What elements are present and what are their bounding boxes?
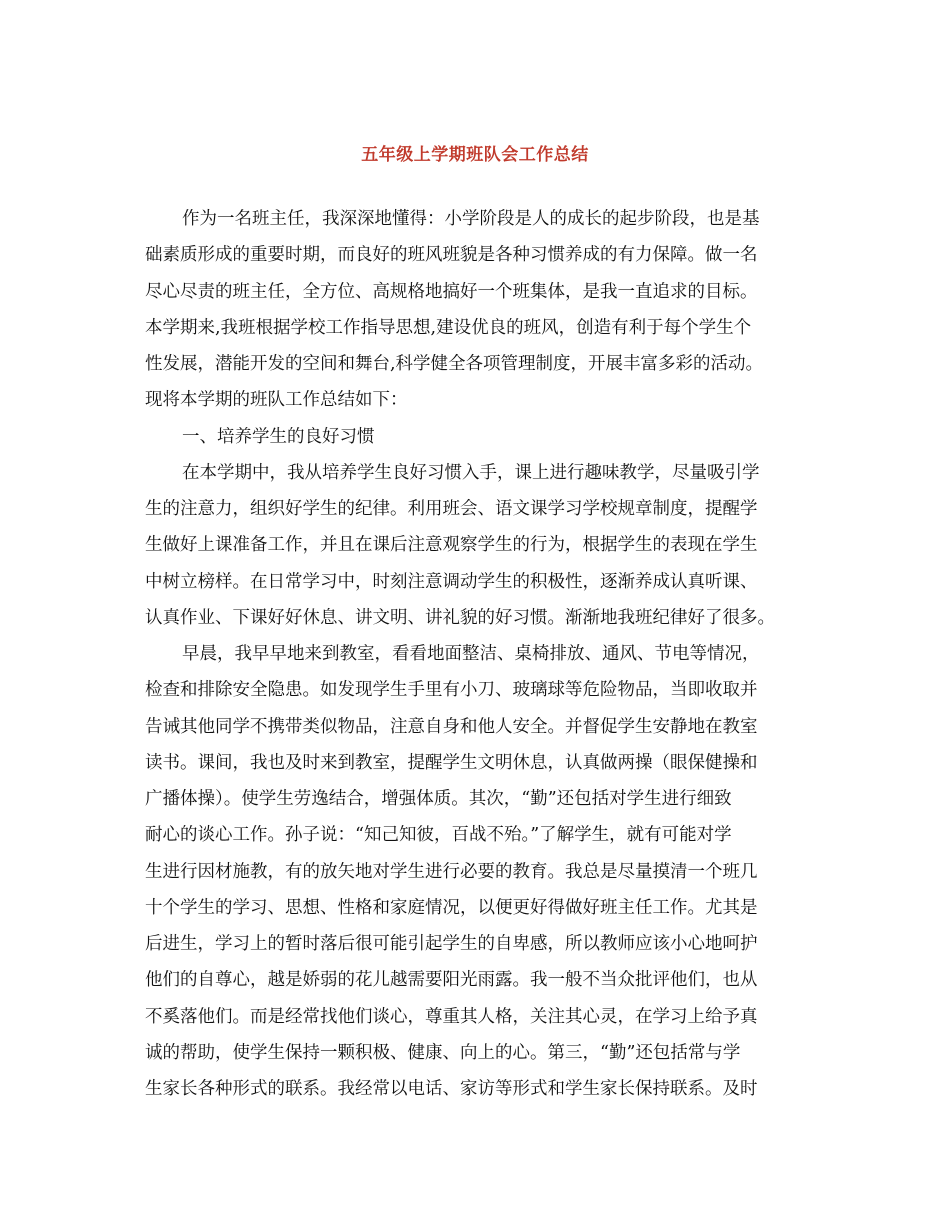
body-text-line: 生进行因材施教，有的放矢地对学生进行必要的教育。我总是尽量摸清一个班几 bbox=[145, 861, 758, 882]
body-text-line: 告诫其他同学不携带类似物品，注意自身和他人安全。并督促学生安静地在教室 bbox=[145, 716, 758, 737]
body-text-line: 本学期来,我班根据学校工作指导思想,建设优良的班风，创造有利于每个学生个 bbox=[145, 317, 752, 338]
body-text-line: 认真作业、下课好好休息、讲文明、讲礼貌的好习惯。渐渐地我班纪律好了很多。 bbox=[145, 607, 775, 628]
body-text-line: 尽心尽责的班主任，全方位、高规格地搞好一个班集体，是我一直追求的目标。 bbox=[145, 281, 758, 302]
body-text-line: 十个学生的学习、思想、性格和家庭情况，以便更好得做好班主任工作。尤其是 bbox=[145, 897, 758, 918]
body-text-line: 生的注意力，组织好学生的纪律。利用班会、语文课学习学校规章制度，提醒学 bbox=[145, 499, 758, 519]
body-text-line: 性发展，潜能开发的空间和舞台,科学健全各项管理制度，开展丰富多彩的活动。 bbox=[145, 354, 764, 374]
body-text-line: 生家长各种形式的联系。我经常以电话、家访等形式和学生家长保持联系。及时 bbox=[145, 1079, 758, 1099]
body-text-line: 不奚落他们。而是经常找他们谈心，尊重其人格，关注其心灵，在学习上给予真 bbox=[145, 1006, 758, 1027]
body-text-line: 作为一名班主任，我深深地懂得：小学阶段是人的成长的起步阶段，也是基 bbox=[182, 209, 760, 229]
body-text-line: 读书。课间，我也及时来到教室，提醒学生文明休息，认真做两操（眼保健操和 bbox=[145, 752, 758, 773]
body-text-line: 诚的帮助，使学生保持一颗积极、健康、向上的心。第三，“勤”还包括常与学 bbox=[145, 1042, 741, 1063]
body-text-line: 一、培养学生的良好习惯 bbox=[182, 426, 375, 447]
body-text-line: 耐心的谈心工作。孙子说：“知己知彼，百战不殆。”了解学生，就有可能对学 bbox=[145, 825, 732, 846]
body-text-line: 早晨，我早早地来到教室，看看地面整洁、桌椅排放、通风、节电等情况， bbox=[182, 644, 760, 664]
body-text-line: 检查和排除安全隐患。如发现学生手里有小刀、玻璃球等危险物品，当即收取并 bbox=[145, 680, 758, 701]
body-text-line: 现将本学期的班队工作总结如下： bbox=[145, 390, 408, 411]
body-text-line: 中树立榜样。在日常学习中，时刻注意调动学生的积极性，逐渐养成认真听课、 bbox=[145, 571, 758, 592]
body-text-line: 他们的自尊心，越是娇弱的花儿越需要阳光雨露。我一般不当众批评他们，也从 bbox=[145, 970, 758, 991]
body-text-line: 生做好上课准备工作，并且在课后注意观察学生的行为，根据学生的表现在学生 bbox=[145, 535, 758, 556]
body-text-line: 后进生，学习上的暂时落后很可能引起学生的自卑感，所以教师应该小心地呵护 bbox=[145, 934, 758, 954]
document-title: 五年级上学期班队会工作总结 bbox=[361, 145, 589, 165]
body-text-line: 础素质形成的重要时期，而良好的班风班貌是各种习惯养成的有力保障。做一名 bbox=[145, 245, 758, 266]
body-text-line: 广播体操）。使学生劳逸结合，增强体质。其次，“勤”还包括对学生进行细致 bbox=[145, 789, 732, 809]
body-text-line: 在本学期中，我从培养学生良好习惯入手，课上进行趣味教学，尽量吸引学 bbox=[182, 462, 760, 483]
